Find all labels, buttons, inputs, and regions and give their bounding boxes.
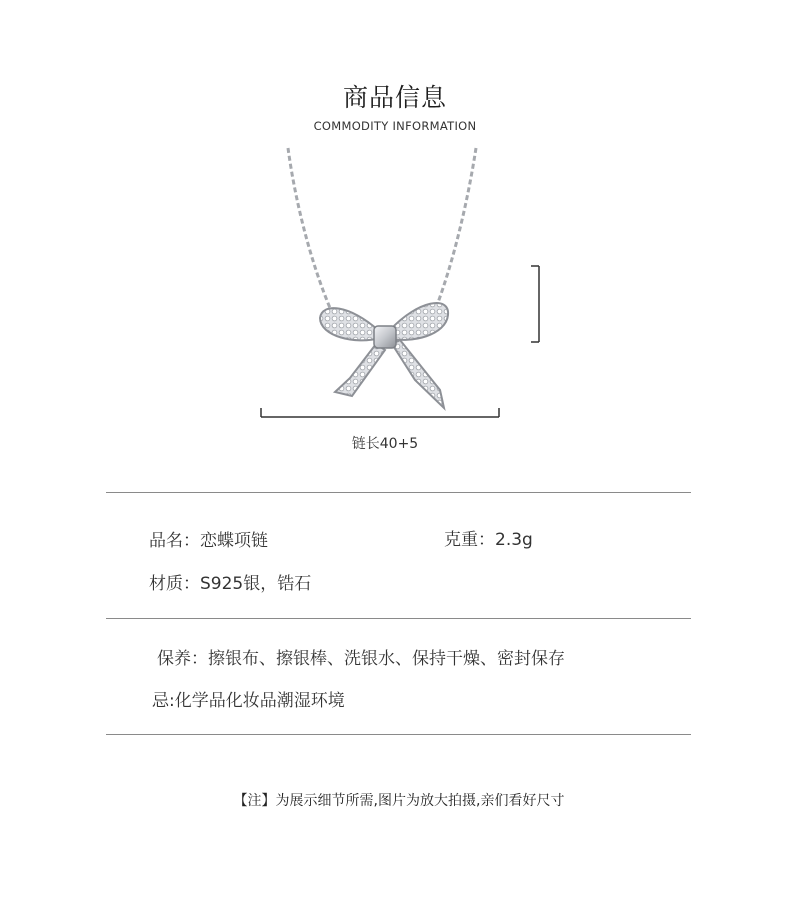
bow-tail-right <box>392 340 444 408</box>
divider <box>106 734 691 735</box>
chain-left <box>288 148 330 308</box>
product-name: 品名：恋蝶项链 <box>149 531 268 551</box>
footer-note: 【注】为展示细节所需,图片为放大拍摄,亲们看好尺寸 <box>233 793 565 809</box>
chain-right <box>436 148 476 308</box>
pendant-height-indicator <box>530 265 542 343</box>
divider <box>106 492 691 493</box>
bow-loop-left <box>320 308 380 340</box>
bow-loop-right <box>388 303 448 340</box>
product-weight: 克重：2.3g <box>444 530 533 550</box>
page-title: 商品信息 <box>342 83 447 112</box>
chain-length-indicator <box>260 406 500 418</box>
chain-length-label: 链长40+5 <box>351 436 419 452</box>
bow-tail-left <box>335 344 385 396</box>
product-material: 材质：S925银，锆石 <box>149 574 312 594</box>
care-instructions: 保养：擦银布、擦银棒、洗银水、保持干燥、密封保存 <box>157 649 565 669</box>
care-warnings: 忌:化学品化妆品潮湿环境 <box>152 691 345 711</box>
page-subtitle: COMMODITY INFORMATION <box>313 119 477 131</box>
bow-necklace-image <box>240 140 540 425</box>
bow-knot <box>374 326 396 348</box>
divider <box>106 618 691 619</box>
